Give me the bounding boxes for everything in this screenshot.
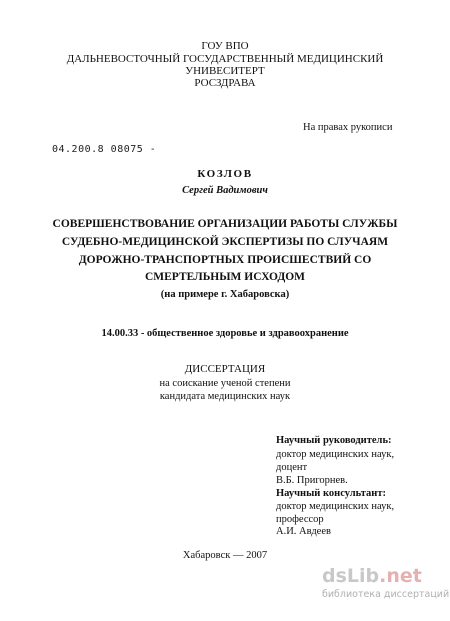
title-line-1: СОВЕРШЕНСТВОВАНИЕ ОРГАНИЗАЦИИ РАБОТЫ СЛУЖБЫ (52, 218, 398, 230)
author-given-names: Сергей Вадимович (182, 185, 268, 196)
rights-note: На правах рукописи (303, 122, 393, 133)
header-line-3: УНИВЕСИТЕРТ (185, 65, 265, 77)
consultant-degree: доктор медицинских наук, (276, 501, 395, 512)
specialty-code: 14.00.33 - общественное здоровье и здравоохранение (101, 328, 349, 339)
dslib-watermark[interactable] (322, 567, 448, 600)
dslib-logo-tld: .net (379, 565, 422, 587)
title-line-2: СУДЕБНО-МЕДИЦИНСКОЙ ЭКСПЕРТИЗЫ ПО СЛУЧАЯМ (61, 236, 389, 248)
header-line-4: РОСЗДРАВА (194, 77, 256, 89)
header-line-1: ГОУ ВПО (201, 40, 249, 52)
advisor-heading: Научный руководитель: (276, 435, 392, 446)
dslib-logo (322, 567, 448, 586)
dslib-tagline: библиотека диссертаций (322, 589, 450, 600)
title-subtitle: (на примере г. Хабаровска) (160, 289, 290, 300)
degree-label: ДИССЕРТАЦИЯ (184, 363, 266, 375)
author-surname: КОЗЛОВ (197, 168, 253, 180)
consultant-heading: Научный консультант: (276, 488, 386, 499)
consultant-rank: профессор (276, 514, 324, 525)
dslib-logo-main: dsLib (322, 565, 380, 587)
consultant-name: А.И. Авдеев (276, 526, 331, 537)
degree-line-1: на соискание ученой степени (159, 378, 291, 389)
advisor-rank: доцент (276, 462, 308, 473)
title-line-3: ДОРОЖНО-ТРАНСПОРТНЫХ ПРОИСШЕСТВИЙ СО (78, 254, 372, 266)
advisor-name: В.Б. Пригорнев. (276, 475, 348, 486)
degree-line-2: кандидата медицинских наук (159, 391, 291, 402)
title-line-4: СМЕРТЕЛЬНЫМ ИСХОДОМ (144, 271, 306, 283)
place-year: Хабаровск — 2007 (182, 550, 268, 561)
advisor-degree: доктор медицинских наук, (276, 449, 395, 460)
header-line-2: ДАЛЬНЕВОСТОЧНЫЙ ГОСУДАРСТВЕННЫЙ МЕДИЦИНСКИЙ (66, 53, 384, 65)
archive-stamp-number: 04.200.8 08075 - (52, 144, 157, 155)
